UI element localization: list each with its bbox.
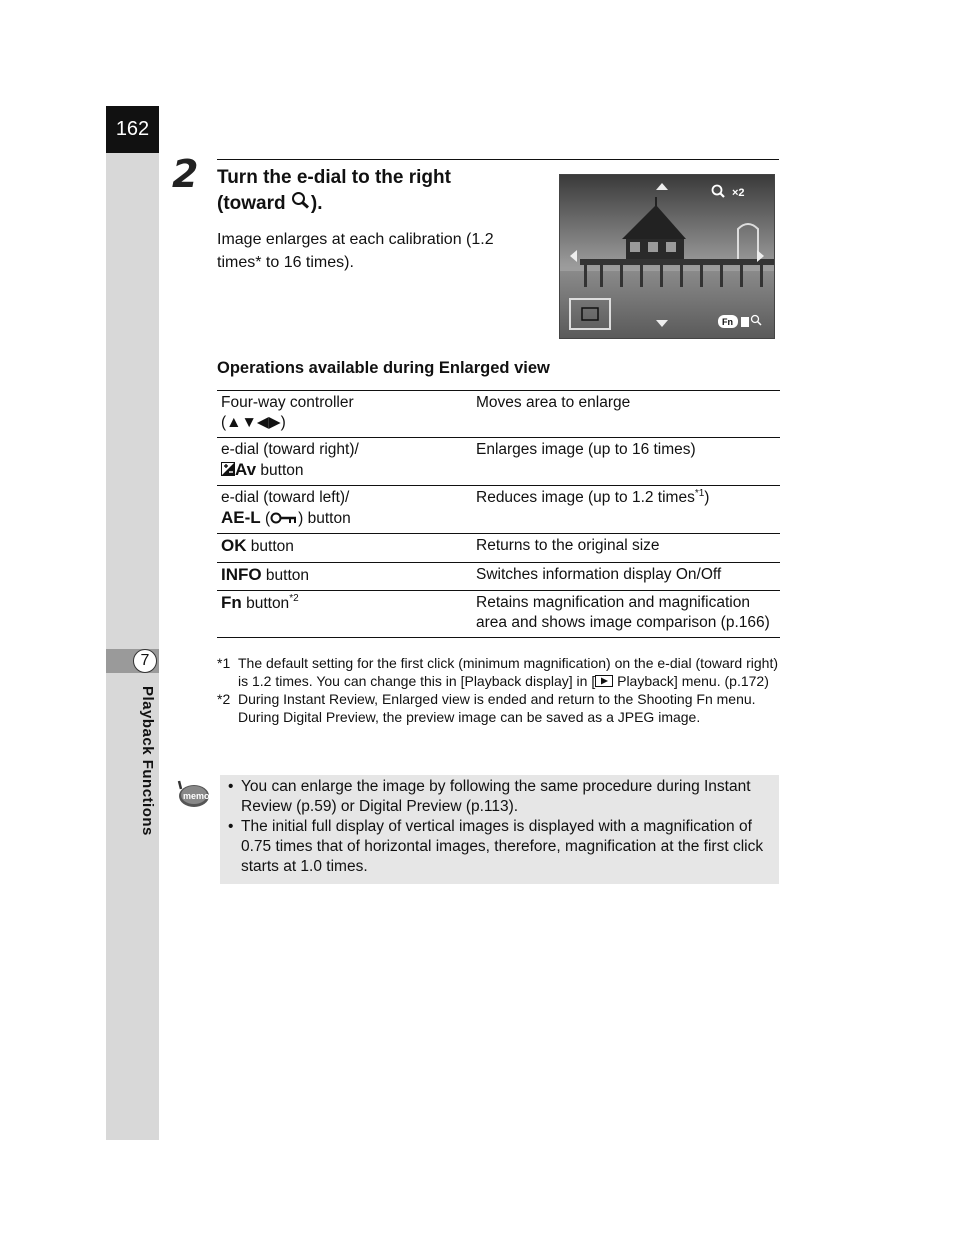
table-row: e-dial (toward right)/ Av button Enlarges image (up to 16 times) — [217, 438, 780, 486]
list-item: • You can enlarge the image by following the same procedure during Instant Review (p.59) or Digital Preview (p.113). — [228, 778, 751, 815]
step-description: Image enlarges at each calibration (1.2 times* to 16 times). — [217, 231, 494, 271]
page-number: 162 — [106, 106, 159, 153]
operations-table — [217, 390, 780, 638]
step-number: 2 — [172, 152, 199, 196]
step-title: Turn the e-dial to the right (toward ). — [217, 167, 451, 214]
fn-label: Fn — [722, 317, 733, 327]
key-lock-icon — [270, 510, 298, 527]
list-item: • The initial full display of vertical images is displayed with a magnification of 0.75 times that of horizontal images, therefore, magnification at the first click starts at 1.0 times. — [228, 818, 764, 875]
operations-heading: Operations available during Enlarged view — [217, 359, 550, 377]
magnify-icon — [291, 193, 311, 214]
footnote: *2 During Instant Review, Enlarged view is ended and return to the Shooting Fn menu. During Digital Preview, the preview image can be saved as a JPEG image. — [217, 691, 756, 725]
chapter-title: Playback Functions — [139, 686, 156, 836]
sidebar-strip — [106, 106, 159, 1140]
table-row: Four-way controller (▲▼◀▶) Moves area to enlarge — [217, 391, 780, 438]
exposure-comp-icon — [221, 462, 235, 479]
footnotes — [217, 654, 782, 726]
table-row: INFO button Switches information display On/Off — [217, 562, 780, 591]
chapter-number: 7 — [133, 649, 157, 673]
footnote: *1 The default setting for the first click (minimum magnification) on the e-dial (toward right) is 1.2 times. You can change this in [Playback display] in [ Playback] menu. (p.172) — [217, 655, 778, 689]
zoom-readout: ×2 — [732, 187, 745, 199]
svg-text:memo: memo — [183, 791, 210, 801]
playback-icon — [595, 673, 613, 689]
table-row: e-dial (toward left)/ AE-L ( ) button Reduces image (up to 1.2 times$^{*1}$) — [217, 486, 780, 534]
memo-box — [220, 775, 779, 884]
memo-icon — [176, 779, 210, 809]
top-rule — [217, 159, 779, 160]
table-row: Fn button$^{*2}$ Retains magnification and magnification area and shows image comparison (p.166) — [217, 591, 780, 638]
table-row: OK button Returns to the original size — [217, 534, 780, 563]
camera-screen-preview — [559, 174, 775, 339]
